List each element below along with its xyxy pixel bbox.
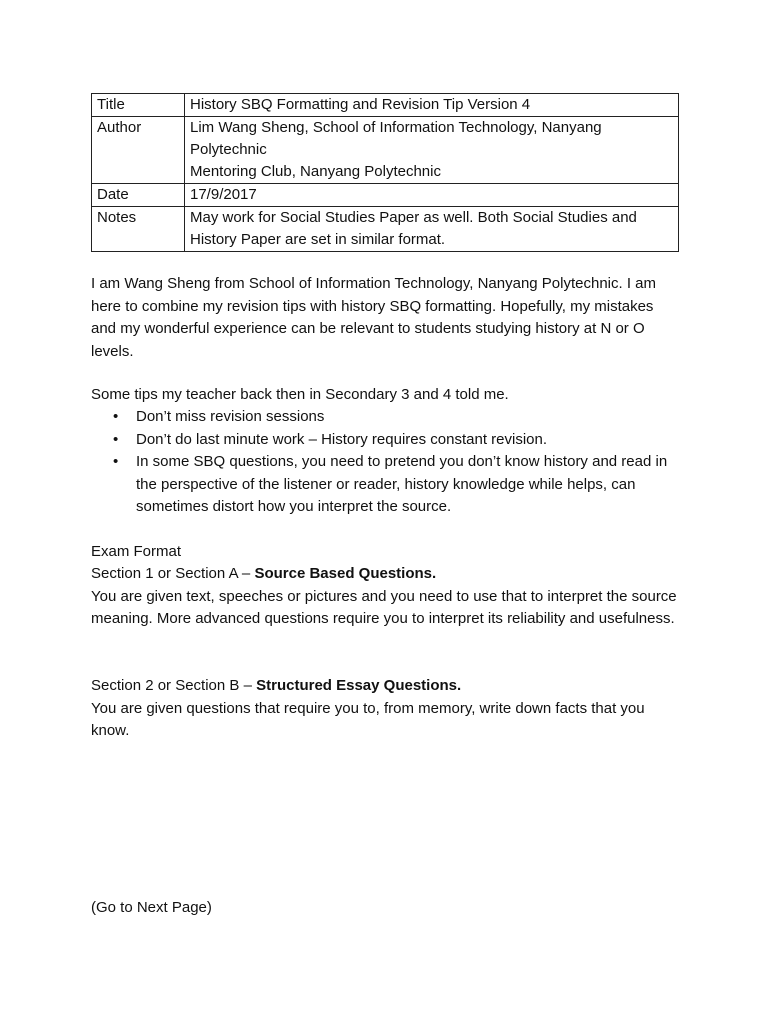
section-b-heading bbox=[91, 675, 681, 698]
author-line: Polytechnic bbox=[190, 141, 267, 158]
bullet-icon: • bbox=[113, 430, 119, 448]
title-value: History SBQ Formatting and Revision Tip Version 4 bbox=[185, 94, 679, 117]
author-line: Lim Wang Sheng, School of Information Technology, Nanyang bbox=[190, 119, 602, 136]
list-item bbox=[91, 429, 681, 452]
section-a bbox=[91, 563, 681, 631]
list-item bbox=[91, 406, 681, 429]
metadata-row-author bbox=[92, 117, 679, 184]
section-a-heading bbox=[91, 563, 681, 586]
title-label: Title bbox=[92, 94, 185, 117]
exam-format-heading: Exam Format bbox=[91, 543, 182, 560]
tips-list bbox=[91, 406, 681, 519]
notes-label: Notes bbox=[92, 207, 185, 252]
tip-text: Don’t miss revision sessions bbox=[136, 408, 325, 425]
bullet-icon: • bbox=[113, 453, 119, 470]
tips-intro: Some tips my teacher back then in Secondary 3 and 4 told me. bbox=[91, 386, 509, 403]
list-item bbox=[91, 451, 681, 519]
section-a-name: Source Based Questions. bbox=[254, 565, 437, 582]
section-b-description: You are given questions that require you to, from memory, write down facts that you know. bbox=[91, 699, 645, 739]
intro-paragraph: I am Wang Sheng from School of Information Technology, Nanyang Polytechnic. I am here to combine my revision tips with history SBQ formatting. Hopefully, my mistakes and my wonderful experience can be relevant to students studying history at N or O levels. bbox=[91, 275, 657, 360]
section-a-description: You are given text, speeches or pictures and you need to use that to interpret the source meaning. More advanced questions require you to interpret its reliability and usefulness. bbox=[91, 587, 677, 627]
next-page-note: (Go to Next Page) bbox=[91, 899, 212, 916]
section-a-prefix: Section 1 or Section A – bbox=[91, 565, 255, 582]
metadata-table bbox=[91, 93, 679, 252]
metadata-row-title bbox=[92, 94, 679, 117]
section-b-prefix: Section 2 or Section B – bbox=[91, 677, 257, 694]
tip-text: Don’t do last minute work – History requires constant revision. bbox=[136, 430, 548, 448]
notes-value: May work for Social Studies Paper as well. Both Social Studies and History Paper are set in similar format. bbox=[185, 207, 679, 252]
metadata-row-notes bbox=[92, 207, 679, 252]
section-b-name: Structured Essay Questions. bbox=[256, 677, 462, 694]
metadata-row-date bbox=[92, 184, 679, 207]
tip-text: In some SBQ questions, you need to pretend you don’t know history and read in the perspective of the listener or reader, history knowledge while helps, can sometimes distort how you interpret the source. bbox=[136, 453, 668, 515]
author-label: Author bbox=[92, 117, 185, 184]
author-value bbox=[185, 117, 679, 184]
date-label: Date bbox=[92, 184, 185, 207]
author-line: Mentoring Club, Nanyang Polytechnic bbox=[190, 163, 441, 180]
section-b bbox=[91, 675, 681, 743]
bullet-icon: • bbox=[113, 408, 119, 425]
date-value: 17/9/2017 bbox=[185, 184, 679, 207]
